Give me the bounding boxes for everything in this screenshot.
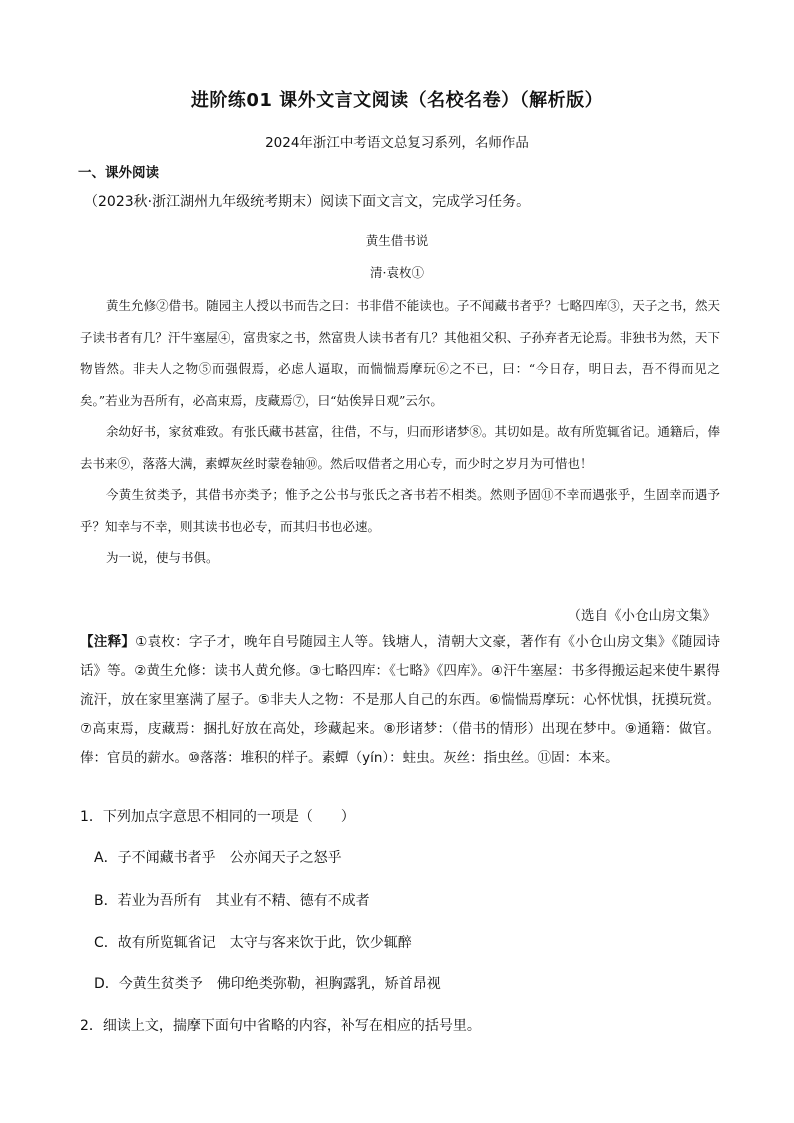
option-c: C．故有所览辄省记 太守与客来饮于此，饮少辄醉 xyxy=(94,935,412,951)
passage-paragraph: 为一说，使与书俱。 xyxy=(106,550,219,565)
option-d: D．今黄生贫类予 佛印绝类弥勒，袒胸露乳，矫首昂视 xyxy=(94,976,441,992)
passage-author: 清·袁枚① xyxy=(370,265,424,280)
option-b: B．若业为吾所有 其业有不精、德有不成者 xyxy=(94,893,370,909)
passage-body xyxy=(80,290,720,574)
reading-intro: （2023秋·浙江湖州九年级统考期末）阅读下面文言文，完成学习任务。 xyxy=(84,194,531,210)
passage-paragraph: 今黄生贫类予，其借书亦类予；惟予之公书与张氏之吝书若不相类。然则予固⑪不幸而遇张乎，生固幸而遇予乎？知幸与不幸，则其读书也必专，而其归书也必速。 xyxy=(80,487,720,534)
annotations-label: 【注释】 xyxy=(80,634,136,650)
question-1: 1．下列加点字意思不相同的一项是（ ） xyxy=(80,809,355,825)
passage-paragraph: 黄生允修②借书。随园主人授以书而告之曰：书非借不能读也。子不闻藏书者乎？七略四库③，天子之书，然天子读书者有几？汗牛塞屋④，富贵家之书，然富贵人读书者有几？其他祖父积、子孙弃者无论焉。非独书为然，天下物皆然。非夫人之物⑤而强假焉，必虑人逼取，而惴惴焉摩玩⑥之不已，曰：“今日存，明日去，吾不得而见之矣。”若业为吾所有，必高束焉，庋藏焉⑦，曰“姑俟异日观”云尔。 xyxy=(80,298,720,408)
question-2: 2．细读上文，揣摩下面句中省略的内容，补写在相应的括号里。 xyxy=(80,1018,481,1034)
passage-title: 黄生借书说 xyxy=(365,233,429,248)
section-heading: 一、课外阅读 xyxy=(78,165,159,181)
annotations-text: ①袁枚：字子才，晚年自号随园主人等。钱塘人，清朝大文豪，著作有《小仓山房文集》《随园诗话》等。②黄生允修：读书人黄允修。③七略四库：《七略》《四库》。④汗牛塞屋：书多得搬运起来使牛累得流汗，放在家里塞满了屋子。⑤非夫人之物：不是那人自己的东西。⑥惴惴焉摩玩：心怀忧惧，抚摸玩赏。⑦高束焉，庋藏焉：捆扎好放在高处，珍藏起来。⑧形诸梦：（借书的情形）出现在梦中。⑨通籍：做官。俸：官员的薪水。⑩落落：堆积的样子。素蟫（yín）：蛀虫。灰丝：指虫丝。⑪固：本来。 xyxy=(80,634,720,766)
annotations xyxy=(80,628,720,773)
passage-paragraph: 余幼好书，家贫难致。有张氏藏书甚富，往借，不与，归而形诸梦⑧。其切如是。故有所览辄省记。通籍后，俸去书来⑨，落落大满，素蟫灰丝时蒙卷轴⑩。然后叹借者之用心专，而少时之岁月为可惜也！ xyxy=(80,424,720,471)
page-title: 进阶练01 课外文言文阅读（名校名卷）（解析版） xyxy=(190,90,604,111)
passage-source: （选自《小仓山房文集》 xyxy=(567,608,716,624)
page-subtitle: 2024年浙江中考语文总复习系列，名师作品 xyxy=(265,135,529,151)
option-a: A．子不闻藏书者乎 公亦闻天子之怒乎 xyxy=(94,850,342,866)
